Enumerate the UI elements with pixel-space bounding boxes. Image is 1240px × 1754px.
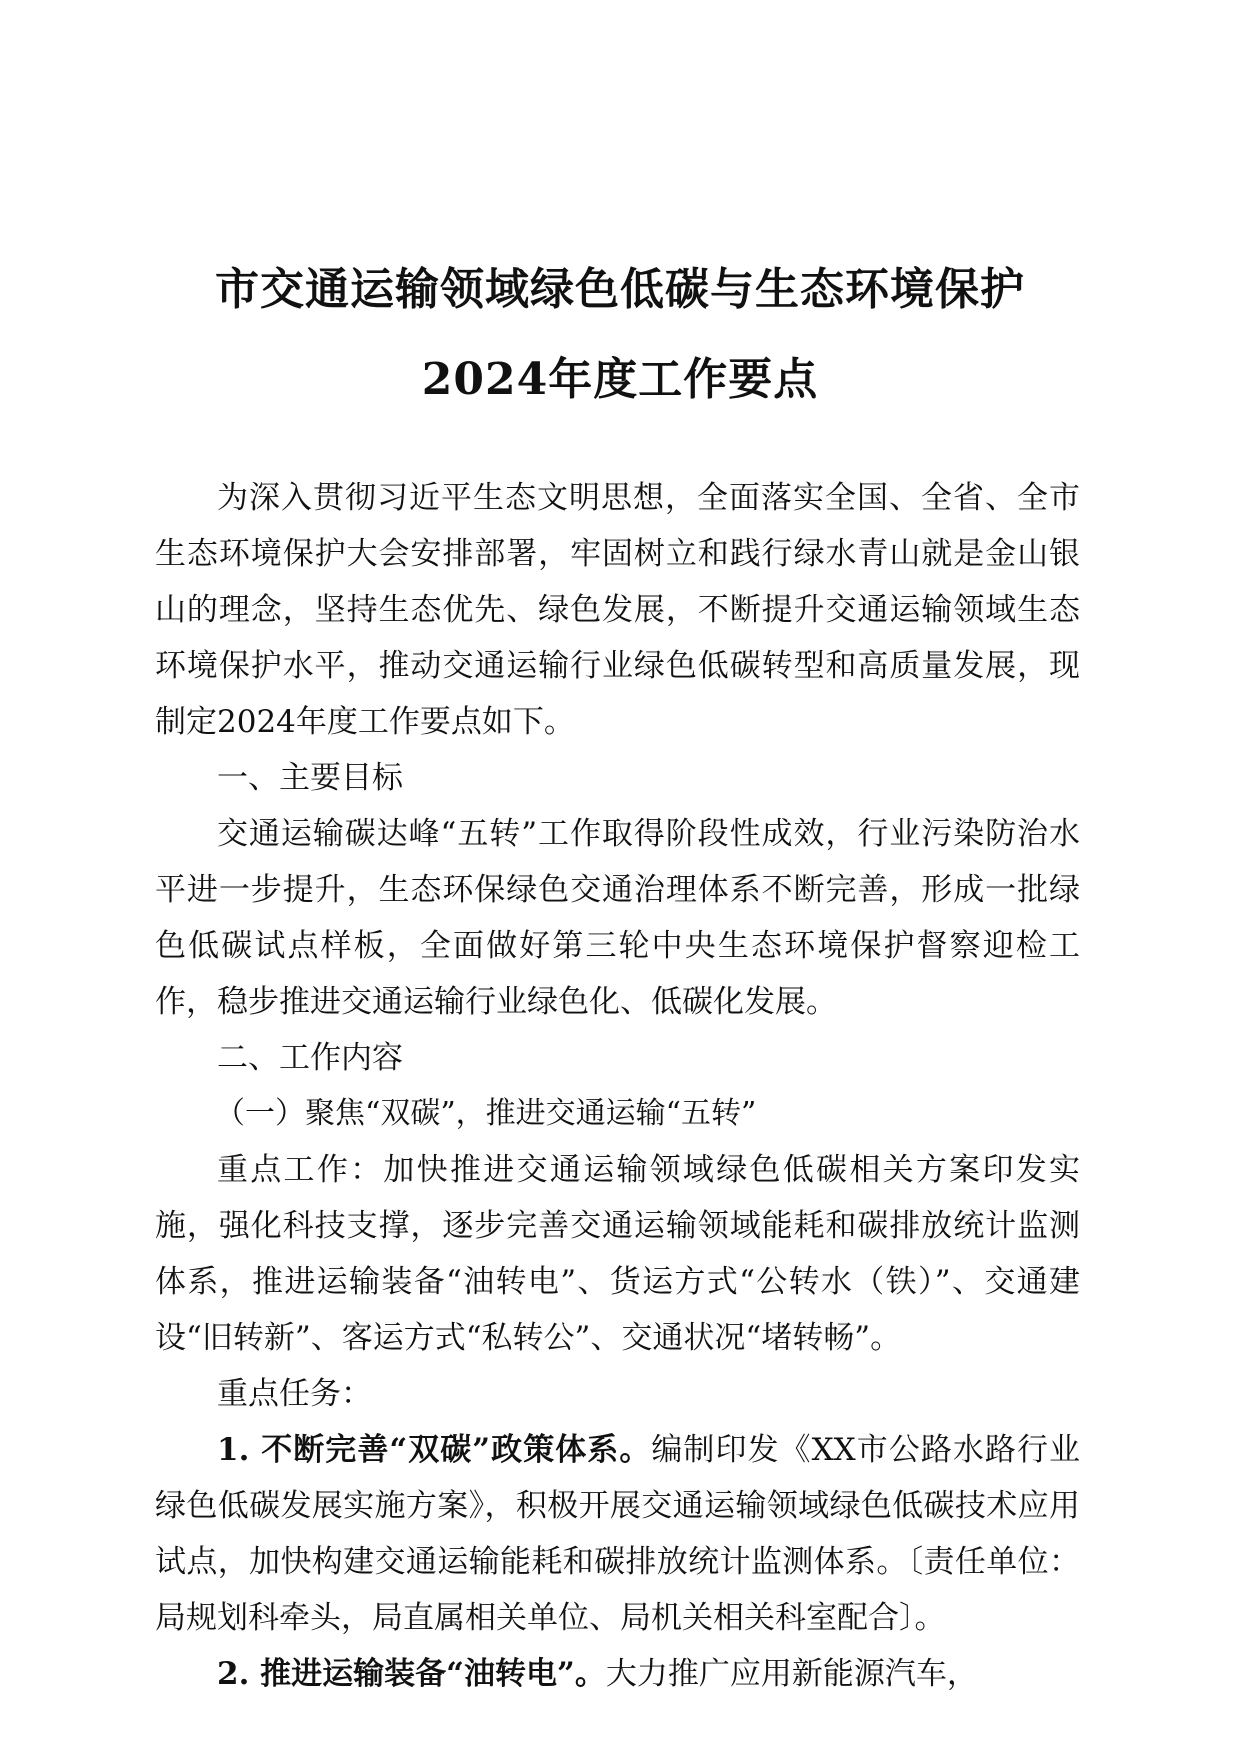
task-item-1-text: 编制印发《XX市公路水路行业绿色低碳发展实施方案》，积极开展交通运输领域绿色低碳技术应用试点，加快构建交通运输能耗和碳排放统计监测体系。〔责任单位：局规划科牵头，局直属相关单位、局机关相关科室配合〕。 [155,1432,1080,1636]
task-item-1 [155,1422,1080,1646]
key-work-paragraph: 重点工作：加快推进交通运输领域绿色低碳相关方案印发实施，强化科技支撑，逐步完善交通运输领域能耗和碳排放统计监测体系，推进运输装备“油转电”、货运方式“公转水（铁）”、交通建设“旧转新”、客运方式“私转公”、交通状况“堵转畅”。 [155,1152,1080,1356]
subsection-heading-dual-carbon: （一）聚焦“双碳”，推进交通运输“五转” [215,1096,757,1131]
section-heading-goals: 一、主要目标 [217,760,403,796]
task-item-2 [155,1646,1080,1702]
section-heading-work-content: 二、工作内容 [217,1040,403,1076]
document-title-line-1: 市交通运输领域绿色低碳与生态环境保护 [215,264,1025,315]
task-item-2-text: 大力推广应用新能源汽车， [605,1656,978,1692]
document-title-line-2: 2024年度工作要点 [421,354,819,405]
intro-paragraph: 为深入贯彻习近平生态文明思想，全面落实全国、全省、全市生态环境保护大会安排部署，牢固树立和践行绿水青山就是金山银山的理念，坚持生态优先、绿色发展，不断提升交通运输领域生态环境保护水平，推动交通运输行业绿色低碳转型和高质量发展，现制定2024年度工作要点如下。 [155,480,1080,740]
goals-paragraph: 交通运输碳达峰“五转”工作取得阶段性成效，行业污染防治水平进一步提升，生态环保绿色交通治理体系不断完善，形成一批绿色低碳试点样板，全面做好第三轮中央生态环境保护督察迎检工作，稳步推进交通运输行业绿色化、低碳化发展。 [155,816,1080,1020]
document-body [155,470,1080,1702]
key-tasks-label: 重点任务： [217,1376,372,1412]
task-item-1-title: 1. 不断完善“双碳”政策体系。 [217,1432,652,1468]
task-item-2-title: 2. 推进运输装备“油转电”。 [217,1656,606,1692]
